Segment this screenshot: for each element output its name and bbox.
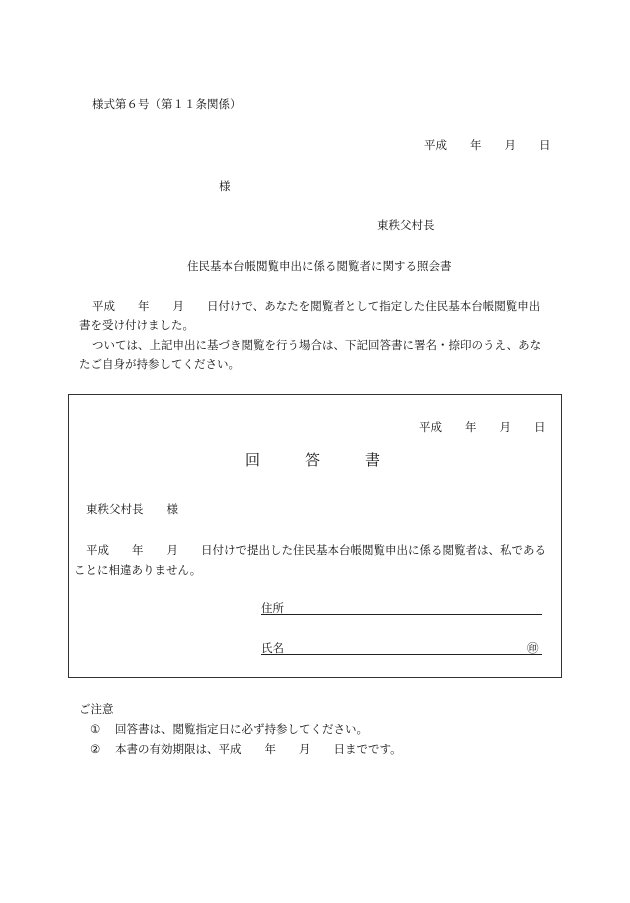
name-line — [261, 654, 542, 655]
reply-heading: 回 答 書 — [245, 451, 381, 469]
body-line-4: たご自身が持参してください。 — [79, 357, 240, 371]
note-2-number: ② — [90, 742, 101, 756]
body-line-1: 平成 年 月 日付けで、あなたを閲覧者として指定した住民基本台帳閲覧申出 — [92, 299, 541, 313]
address-line — [261, 614, 542, 615]
name-label: 氏名 — [261, 641, 284, 655]
body-line-3: ついては、上記申出に基づき閲覧を行う場合は、下記回答書に署名・捺印のうえ、あな — [92, 338, 542, 352]
notes-heading: ご注意 — [79, 702, 114, 716]
reply-text-1: 平成 年 月 日付けで提出した住民基本台帳閲覧申出に係る閲覧者は、私である — [86, 543, 546, 557]
reply-form-box — [68, 394, 562, 678]
note-2-text: 本書の有効期限は、平成 年 月 日までです。 — [115, 742, 402, 756]
addressee-suffix: 様 — [219, 179, 231, 193]
address-label: 住所 — [261, 601, 284, 615]
note-1-number: ① — [90, 722, 101, 736]
note-1-text: 回答書は、閲覧指定日に必ず持参してください。 — [115, 722, 368, 736]
issue-date: 平成 年 月 日 — [424, 138, 551, 152]
body-line-2: 書を受け付けました。 — [79, 318, 194, 332]
reply-date: 平成 年 月 日 — [419, 420, 546, 434]
seal-mark: ㊞ — [527, 641, 539, 655]
sender-name: 東秩父村長 — [377, 218, 435, 232]
form-number: 様式第６号（第１１条関係） — [92, 97, 242, 111]
document-title: 住民基本台帳閲覧申出に係る閲覧者に関する照会書 — [187, 259, 452, 273]
reply-recipient: 東秩父村長 様 — [86, 502, 178, 516]
reply-text-2: ことに相違ありません。 — [74, 563, 202, 577]
